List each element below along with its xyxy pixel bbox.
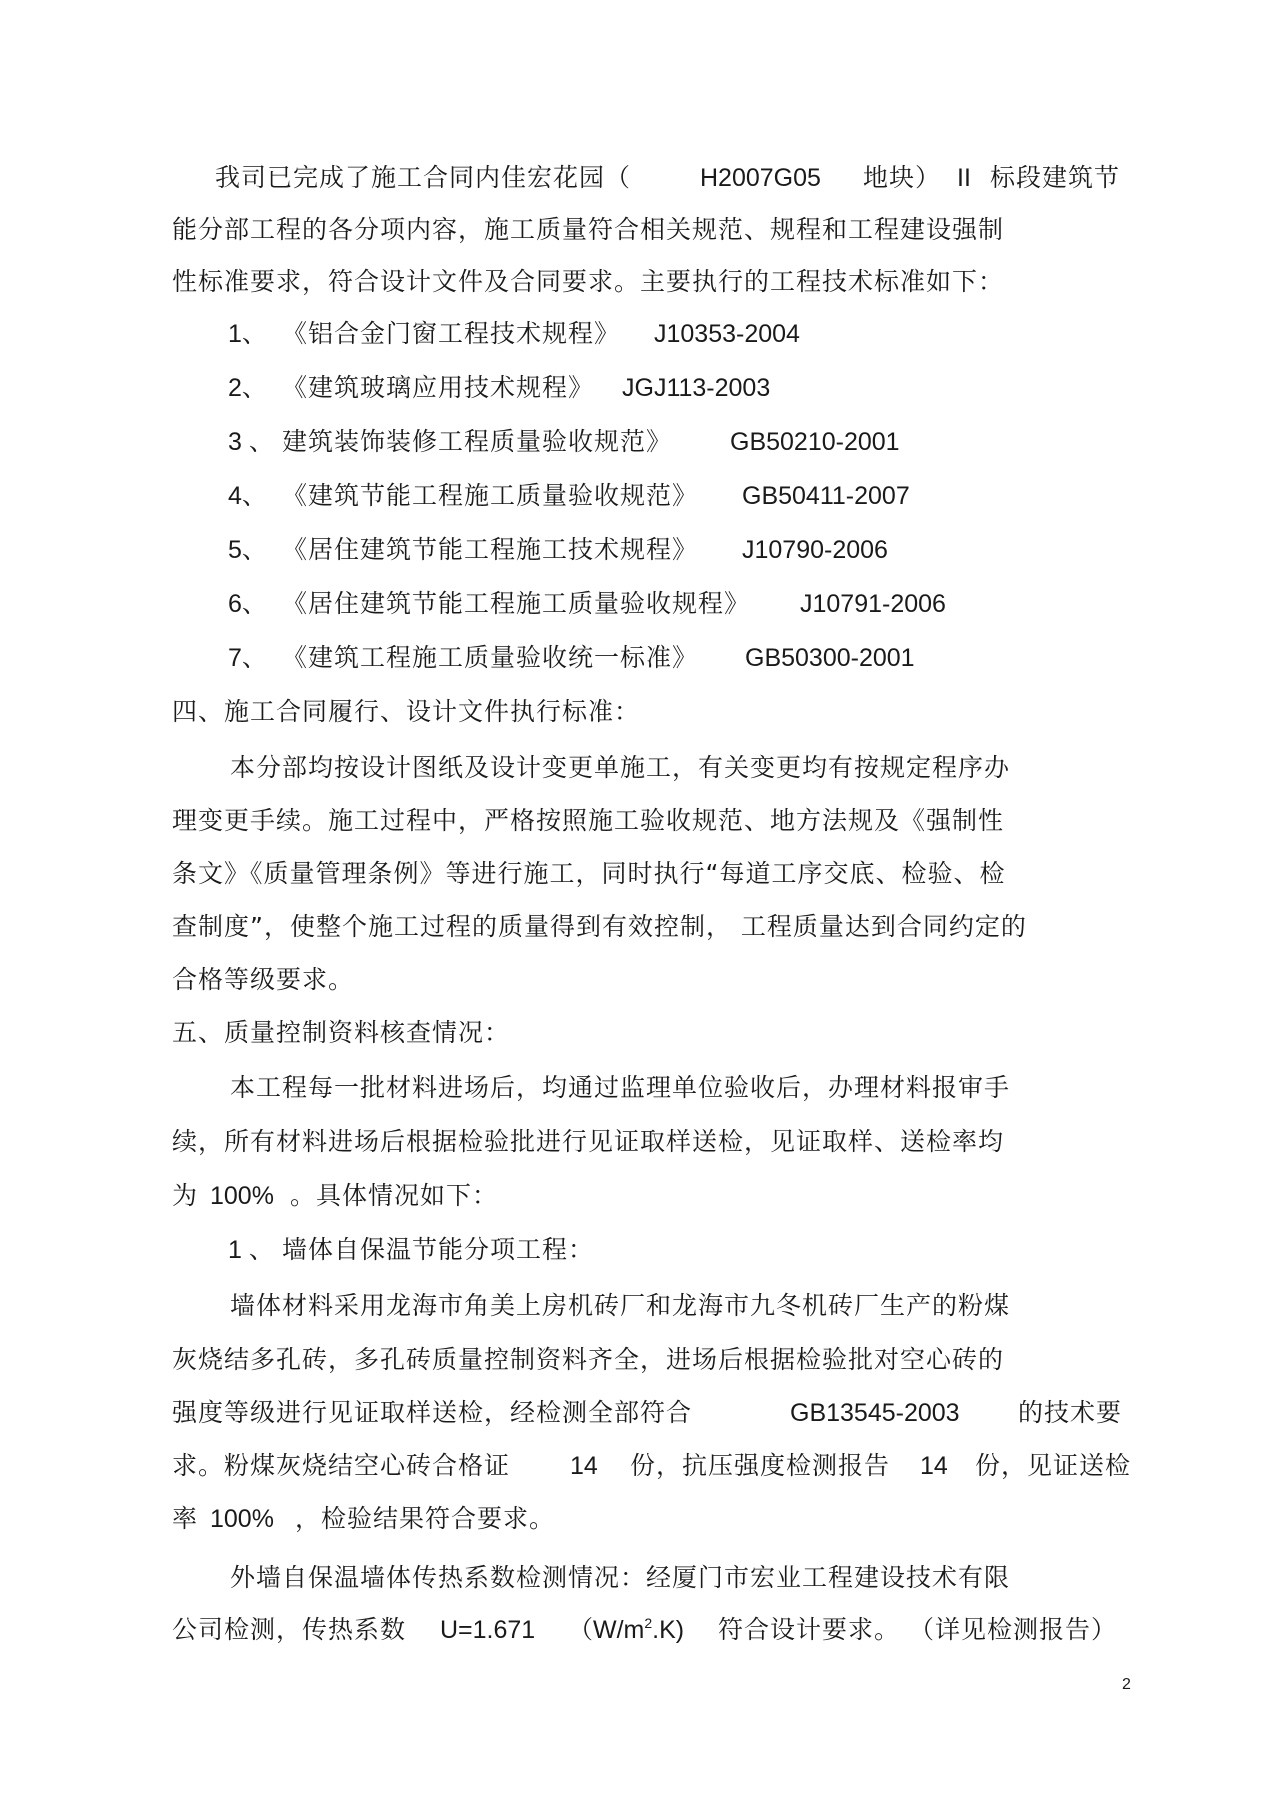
standard-number: 6、: [228, 590, 267, 618]
count-value: 14: [920, 1452, 948, 1480]
standard-code: GB50210-2001: [730, 428, 900, 456]
paragraph-line: 条文》《质量管理条例》等进行施工，同时执行“每道工序交底、检验、检: [172, 859, 1006, 888]
text-run: 份，见证送检: [975, 1451, 1132, 1480]
paragraph-line: 性标准要求，符合设计文件及合同要求。主要执行的工程技术标准如下：: [172, 267, 1005, 296]
percent-value: 100%: [210, 1182, 274, 1210]
text-run: ，检验结果符合要求。: [295, 1504, 556, 1533]
text-run: 求。粉煤灰烧结空心砖合格证: [172, 1451, 511, 1480]
standard-number: 4、: [228, 482, 267, 510]
section-heading: 四、施工合同履行、设计文件执行标准：: [172, 697, 641, 726]
standard-code: J10353-2004: [654, 320, 800, 348]
standard-name: 建筑装饰装修工程质量验收规范》: [282, 427, 673, 456]
section-roman: II: [957, 164, 971, 192]
subsection-title: 墙体自保温节能分项工程：: [282, 1235, 595, 1264]
text-run: 符合设计要求。 （详见检测报告）: [718, 1615, 1117, 1644]
section-heading: 五、质量控制资料核查情况：: [172, 1018, 511, 1047]
text-run: 为: [172, 1181, 199, 1210]
text-run: 标段建筑节: [990, 163, 1121, 192]
paragraph-line: 能分部工程的各分项内容，施工质量符合相关规范、规程和工程建设强制: [172, 215, 1005, 244]
unit-text: （W/m: [568, 1616, 645, 1644]
text-run: 强度等级进行见证取样送检，经检测全部符合: [172, 1398, 693, 1427]
text-run: 率: [172, 1504, 199, 1533]
standard-number: 3 、: [228, 428, 274, 456]
text-run: 我司已完成了施工合同内佳宏花园（: [215, 163, 632, 192]
paragraph-line: 本工程每一批材料进场后，均通过监理单位验收后，办理材料报审手: [230, 1073, 1011, 1102]
standard-number: 5、: [228, 536, 267, 564]
paragraph-line: 墙体材料采用龙海市角美上房机砖厂和龙海市九冬机砖厂生产的粉煤: [230, 1291, 1011, 1320]
unit-text: .K): [652, 1616, 685, 1644]
paragraph-line: 灰烧结多孔砖，多孔砖质量控制资料齐全，进场后根据检验批对空心砖的: [172, 1345, 1005, 1374]
paragraph-line: 合格等级要求。: [172, 965, 355, 994]
text-run: 的技术要: [1018, 1398, 1123, 1427]
standard-name: 《建筑节能工程施工质量验收规范》: [282, 481, 699, 510]
standard-name: 《铝合金门窗工程技术规程》: [282, 319, 621, 348]
standard-number: 1、: [228, 320, 267, 348]
paragraph-line: 查制度”，使整个施工过程的质量得到有效控制， 工程质量达到合同约定的: [172, 912, 1027, 941]
text-run: 。具体情况如下：: [290, 1181, 499, 1210]
standard-name: 《居住建筑节能工程施工技术规程》: [282, 535, 699, 564]
plot-code: H2007G05: [700, 164, 821, 192]
page-number: 2: [1122, 1676, 1131, 1693]
standard-code: JGJ113-2003: [622, 374, 771, 402]
standard-name: 《建筑玻璃应用技术规程》: [282, 373, 595, 402]
subsection-number: 1 、: [228, 1236, 274, 1264]
standard-code: J10790-2006: [742, 536, 888, 564]
standard-code: GB50300-2001: [745, 644, 915, 672]
standard-name: 《建筑工程施工质量验收统一标准》: [282, 643, 699, 672]
text-run: 公司检测，传热系数: [172, 1615, 407, 1644]
unit-label: [568, 1614, 684, 1646]
standard-code: GB13545-2003: [790, 1399, 960, 1427]
unit-superscript: 2: [644, 1615, 653, 1631]
paragraph-line: 外墙自保温墙体传热系数检测情况：经厦门市宏业工程建设技术有限: [230, 1563, 1011, 1592]
standard-name: 《居住建筑节能工程施工质量验收规程》: [282, 589, 751, 618]
paragraph-line: 本分部均按设计图纸及设计变更单施工，有关变更均有按规定程序办: [230, 753, 1011, 782]
standard-code: GB50411-2007: [742, 482, 910, 510]
percent-value: 100%: [210, 1505, 274, 1533]
standard-number: 7、: [228, 644, 267, 672]
paragraph-line: 理变更手续。施工过程中，严格按照施工验收规范、地方法规及《强制性: [172, 806, 1005, 835]
paragraph-line: 续，所有材料进场后根据检验批进行见证取样送检，见证取样、送检率均: [172, 1127, 1005, 1156]
count-value: 14: [570, 1452, 598, 1480]
text-run: 份，抗压强度检测报告: [630, 1451, 891, 1480]
standard-code: J10791-2006: [800, 590, 946, 618]
u-value: U=1.671: [440, 1616, 536, 1644]
text-run: 地块）: [863, 163, 942, 192]
standard-number: 2、: [228, 374, 267, 402]
